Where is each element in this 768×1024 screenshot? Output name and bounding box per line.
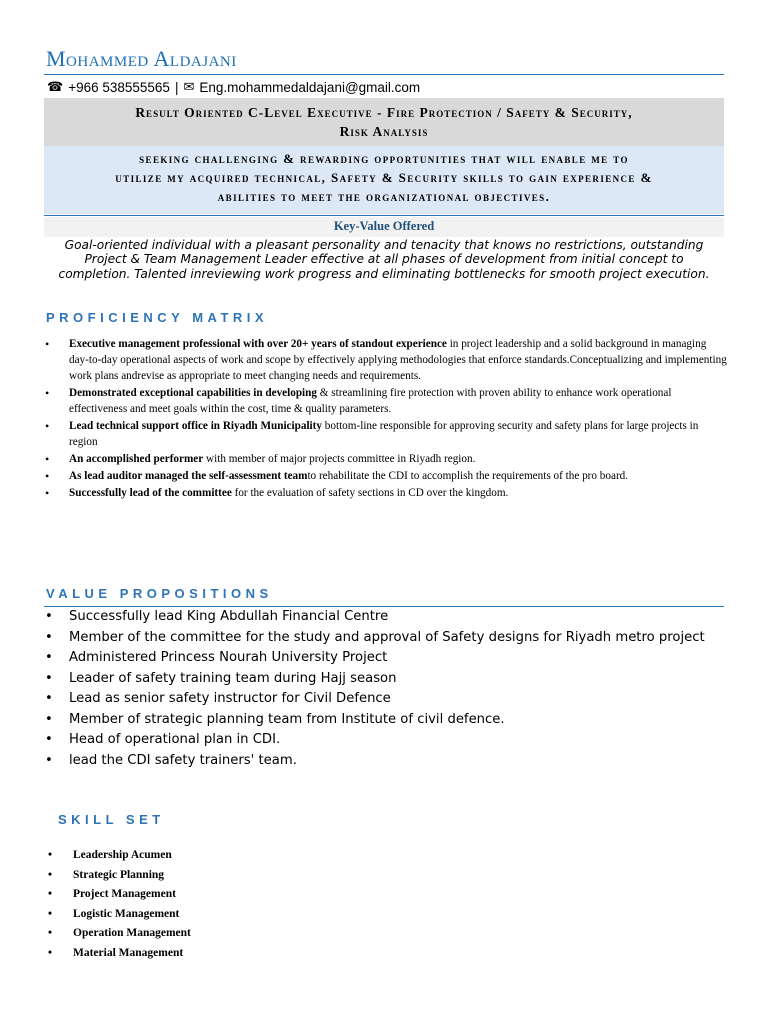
objective-line-2: utilize my acquired technical, Safety & Security skills to gain experience & <box>115 170 653 185</box>
skill-item: • Operation Management <box>46 924 191 944</box>
proficiency-item <box>44 418 727 450</box>
proficiency-item-text: to rehabilitate the CDI to accomplish the requirements of the pro board. <box>307 470 629 482</box>
value-proposition-item: • Lead as senior safety instructor for Civil Defence <box>44 689 722 710</box>
title-line-2: Risk Analysis <box>339 124 429 139</box>
value-proposition-item: • Leader of safety training team during Hajj season <box>44 669 722 690</box>
value-proposition-item: • Successfully lead King Abdullah Financial Centre <box>44 607 722 628</box>
skill-item: • Leadership Acumen <box>46 846 191 866</box>
proficiency-item-text: & streamlining fire protection with proven ability to enhance work operational effectiveness and meet goals within the cost, time & quality parameters. <box>69 387 672 415</box>
value-propositions-heading: VALUE PROPOSITIONS <box>46 586 273 601</box>
proficiency-item-bold: Successfully lead of the committee <box>69 487 232 499</box>
contact-separator: | <box>174 79 179 95</box>
phone-icon: ☎ <box>47 79 64 94</box>
proficiency-item-bold: As lead auditor managed the self-assessment team <box>69 470 308 482</box>
title-line-1: Result Oriented C-Level Executive - Fire Protection / Safety & Security, <box>135 105 633 120</box>
value-proposition-item: • Administered Princess Nourah University Project <box>44 648 722 669</box>
phone-number: +966 538555565 <box>68 79 170 95</box>
email-address: Eng.mohammedaldajani@gmail.com <box>199 79 421 95</box>
proficiency-item-text: with member of major projects committee in Riyadh region. <box>203 453 476 465</box>
candidate-name: Mohammed Aldajani <box>46 46 237 71</box>
skill-set-heading: SKILL SET <box>58 812 165 827</box>
proficiency-item-bold: Lead technical support office in Riyadh Municipality <box>69 420 322 432</box>
proficiency-item-text: bottom-line responsible for approving security and safety plans for large projects in region <box>69 420 699 448</box>
objective-line-3: abilities to meet the organizational objectives. <box>217 189 551 204</box>
proficiency-item-bold: Executive management professional with over 20+ years of standout experience <box>69 338 447 350</box>
title-band <box>44 98 724 146</box>
proficiency-heading: PROFICIENCY MATRIX <box>46 310 269 325</box>
value-proposition-item: • lead the CDI safety trainers' team. <box>44 751 722 772</box>
value-proposition-item: • Member of strategic planning team from Institute of civil defence. <box>44 710 722 731</box>
contact-line <box>47 79 420 95</box>
proficiency-item-bold: Demonstrated exceptional capabilities in developing <box>69 387 317 399</box>
objective-band <box>44 146 724 214</box>
value-proposition-item: • Member of the committee for the study and approval of Safety designs for Riyadh metro project <box>44 628 722 649</box>
envelope-icon: ✉ <box>183 79 195 94</box>
proficiency-item-text: in project leadership and a solid background in managing day-to-day operational aspects of work and scope by effectively applying methodologies that enforce standards.Conceptualizing and implementing work plans andrevise as appropriate to meet changing needs and requirements. <box>69 338 727 382</box>
value-proposition-item: • Head of operational plan in CDI. <box>44 730 722 751</box>
proficiency-item-bold: An accomplished performer <box>69 453 204 465</box>
skill-item: • Project Management <box>46 885 191 905</box>
proficiency-item <box>44 451 727 467</box>
key-value-divider <box>44 215 724 216</box>
skill-set-list <box>46 846 191 963</box>
summary-paragraph: Goal-oriented individual with a pleasant personality and tenacity that knows no restrictions, outstanding Project & Team Management Leader effective at all phases of development from initial concept to completion. Talented inreviewing work progress and eliminating bottlenecks for smooth project execution. <box>58 238 710 281</box>
value-propositions-list <box>44 607 722 771</box>
proficiency-item <box>44 485 727 501</box>
name-divider <box>44 74 724 75</box>
proficiency-item <box>44 336 727 384</box>
key-value-label: Key-Value Offered <box>44 217 724 237</box>
skill-item: • Logistic Management <box>46 905 191 925</box>
proficiency-list <box>44 336 727 502</box>
proficiency-item-text: for the evaluation of safety sections in CD over the kingdom. <box>231 487 509 499</box>
proficiency-item <box>44 385 727 417</box>
objective-line-1: seeking challenging & rewarding opportunities that will enable me to <box>139 151 629 166</box>
skill-item: • Strategic Planning <box>46 866 191 886</box>
skill-item: • Material Management <box>46 944 191 964</box>
proficiency-item <box>44 468 727 484</box>
